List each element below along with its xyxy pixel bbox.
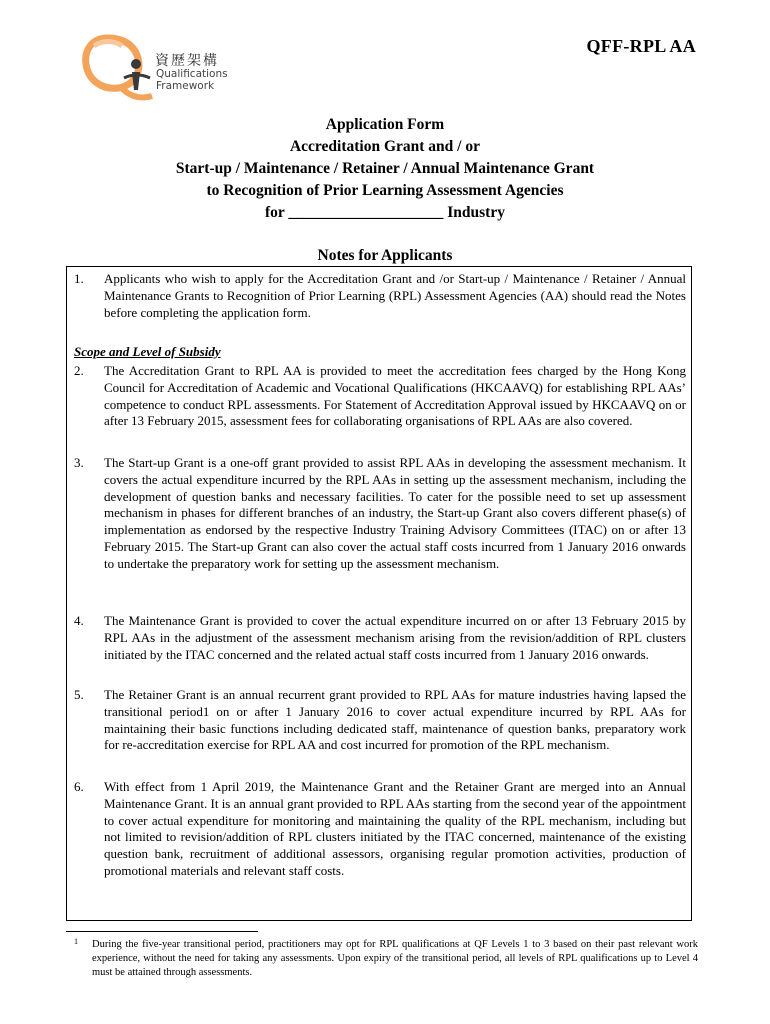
logo-english-text: [156, 69, 228, 92]
note-item-2: [74, 363, 686, 430]
note-item-5: [74, 687, 686, 754]
note-item-3: [74, 455, 686, 573]
note-text: With effect from 1 April 2019, the Maintenance Grant and the Retainer Grant are merged into an Annual Maintenance Grant. It is an annual grant provided to RPL AAs starting from the second year of the appointment to cover actual expenditure for monitoring and maintaining the quality of the RPL mechanism, including but not limited to revision/addition of RPL clusters initiated by the ITAC concerned, maintenance of the existing question bank, recruitment of additional assessors, organising regular promotion activities, production of promotional materials and relevant staff costs.: [104, 779, 686, 878]
footnote-rule: [66, 931, 258, 932]
note-number: 2.: [74, 363, 84, 378]
footnote: [74, 938, 698, 980]
title-line-1: Application Form: [325, 116, 445, 133]
logo-english-line1: Qualifications: [156, 68, 228, 80]
form-reference: QFF-RPL AA: [586, 36, 696, 56]
logo-chinese-text: 資歷架構: [155, 53, 219, 69]
note-number: 5.: [74, 687, 84, 702]
note-text: The Start-up Grant is a one-off grant provided to assist RPL AAs in developing the assessment mechanism. It covers the actual expenditure incurred by the RPL AAs in setting up the assessment mechanism, including the development of question banks and necessary facilities. To cater for the possible need to set up assessment mechanism in phases for different branches of an industry, the Start-up Grant also covers different phase(s) of implementation as endorsed by the respective Industry Training Advisory Committees (ITAC) on or after 13 February 2015. The Start-up Grant can also cover the actual staff costs incurred from 1 January 2016 onwards to undertake the preparatory work for setting up the assessment mechanism.: [104, 455, 686, 571]
title-line-2: Accreditation Grant and / or: [289, 138, 480, 155]
form-title: [0, 114, 770, 224]
footnote-number: 1: [74, 937, 78, 946]
title-line-3: Start-up / Maintenance / Retainer / Annual Maintenance Grant: [175, 160, 595, 177]
logo-english-line2: Framework: [156, 79, 215, 92]
note-text: The Maintenance Grant is provided to cover the actual expenditure incurred on or after 13 February 2015 by RPL AAs in the adjustment of the assessment mechanism arising from the revision/addition of RPL clusters initiated by the ITAC concerned and the related actual staff costs incurred from 1 January 2016 onwards.: [104, 613, 686, 662]
note-number: 4.: [74, 613, 84, 628]
note-text: The Accreditation Grant to RPL AA is provided to meet the accreditation fees charged by the Hong Kong Council for Accreditation of Academic and Vocational Qualifications (HKCAAVQ) for establishing RPL AAs’ competence to conduct RPL assessments. For Statement of Accreditation Approval issued by HKCAAVQ on or after 13 February 2015, assessment fees for collaborating organisations of RPL AAs are also covered.: [104, 363, 686, 429]
note-number: 1.: [74, 271, 84, 286]
note-number: 6.: [74, 779, 84, 794]
note-item-4: [74, 613, 686, 663]
title-line-5: for ____________________ Industry: [265, 204, 505, 221]
note-item-1: [74, 271, 686, 321]
note-text: Applicants who wish to apply for the Accreditation Grant and /or Start-up / Maintenance / Retainer / Annual Maintenance Grants to Recognition of Prior Learning (RPL) Assessment Agencies (AA) should read the Notes before completing the application form.: [104, 271, 686, 320]
notes-heading: Notes for Applicants: [317, 247, 453, 264]
scope-heading: Scope and Level of Subsidy: [74, 344, 221, 359]
footnote-text: During the five-year transitional period, practitioners may opt for RPL qualifications at QF Levels 1 to 3 based on their past relevant work experience, without the need for taking any assessments. Upon expiry of the transitional period, all levels of RPL qualifications up to Level 4 must be attained through assessments.: [92, 939, 698, 978]
note-number: 3.: [74, 455, 84, 470]
note-item-6: [74, 779, 686, 880]
title-line-4: to Recognition of Prior Learning Assessment Agencies: [206, 182, 564, 199]
note-text: The Retainer Grant is an annual recurrent grant provided to RPL AAs for mature industries having lapsed the transitional period1 on or after 1 January 2016 to cover actual expenditure incurred by RPL AAs for maintaining their basic functions including dedicated staff, maintenance of question banks, preparatory work for re-accreditation exercise for RPL AA and cost incurred for promotion of the RPL mechanism.: [104, 687, 686, 753]
